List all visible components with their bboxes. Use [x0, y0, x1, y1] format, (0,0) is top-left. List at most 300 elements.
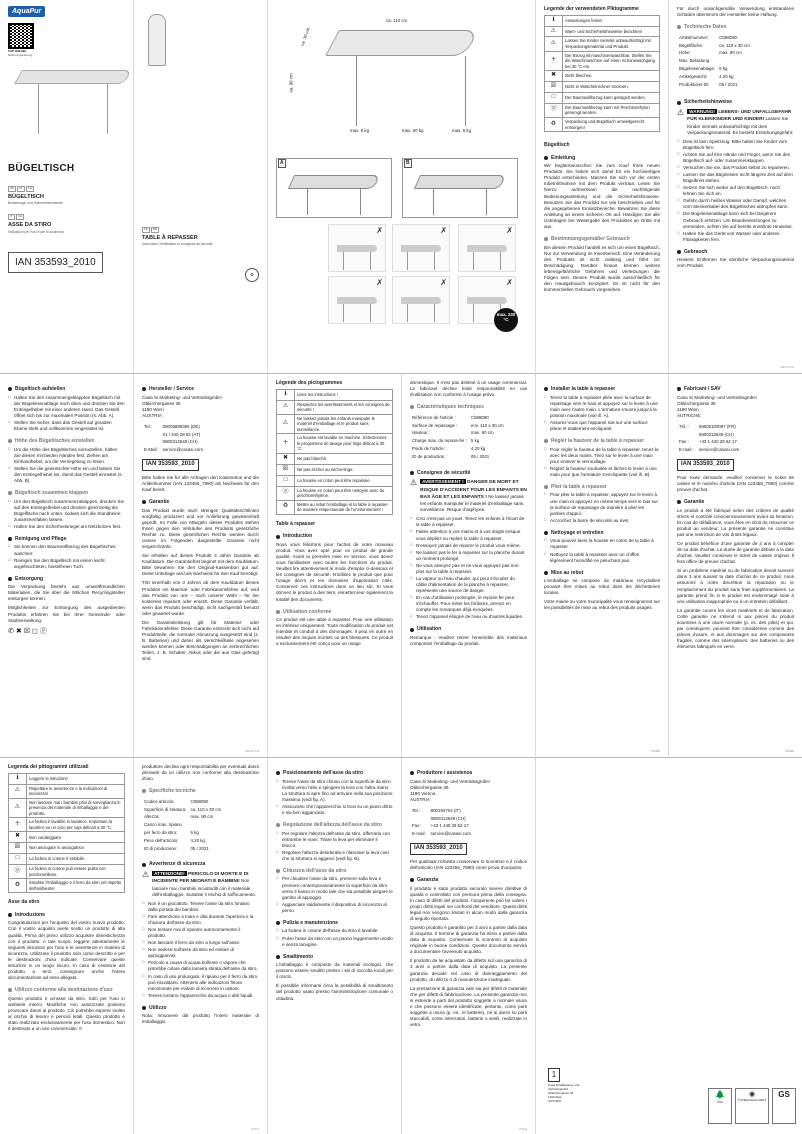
list-item: □ Halten Sie den Sicherheitsriegel am Netzbolzen fest. — [8, 524, 125, 530]
it-contact-panel — [402, 758, 536, 1134]
lang-tag: AT — [19, 185, 23, 190]
tech-key: Höhe: — [679, 50, 691, 56]
legend-row — [277, 453, 393, 464]
qr-subcaption: Bedienungsanleitung — [8, 54, 33, 58]
legend-text: Ne pas blanchir. — [295, 453, 393, 464]
tech-row — [144, 814, 223, 820]
disposal-text: Die Verpackung besteht aus umweltfreundlichen Materialien, die Sie über die örtlichen Recyclingstellen entsorgen können. — [8, 584, 125, 602]
lang-tag: FR — [144, 227, 148, 231]
legend-row — [277, 389, 393, 400]
tech-row — [679, 82, 752, 88]
liability-text: produttore declina ogni responsabilità per eventuali danni derivanti da un utilizzo non conforme alla destinazione d'uso. — [142, 764, 259, 782]
tech-key: per ferro da stiro: — [144, 830, 178, 836]
recycle-icon: ♻ — [245, 268, 259, 282]
fr-product-name: TABLE À REPASSER — [142, 234, 198, 241]
back-cover-panel — [536, 758, 802, 1134]
section-heading: Technische Daten — [677, 24, 794, 31]
warning-icon: ⚠ — [142, 870, 150, 880]
contact-value: 800194704 (IT) — [430, 807, 461, 813]
legend-text: La housse est lavable en machine. Sélectionnez le programme de lavage pour linge délicat à 30 °C. — [295, 434, 393, 454]
figure-label: A — [280, 160, 284, 166]
legend-icon: □ — [545, 92, 563, 103]
legend-row — [9, 818, 125, 832]
usage-text: Ce produit est une table à repasser. Pour une utilisation en intérieur uniquement. Toute modification du produit est interdite et conduit à des dommages. Il peut en outre en résulter des risques mortels ou des blessures. Ce produit a exclusivement été conçu pour un usage — [276, 617, 393, 647]
de-legend-panel — [536, 0, 669, 372]
section-title: Asse da stiro — [8, 899, 40, 906]
tech-key: ID de production : — [412, 453, 447, 459]
cover-panel-right — [134, 0, 268, 372]
contact-key: E-mail: — [412, 831, 426, 837]
tech-value: max. 90 cm — [190, 814, 214, 820]
address-line: AUSTRIA — [142, 412, 162, 418]
section-heading: Bügeltisch aufstellen — [8, 386, 125, 393]
disposal-text: È possibile informarsi circa la possibilità di smaltimento del prodotto usato presso l'amministrazione comunale o cittadina. — [276, 983, 393, 1001]
fr-lang-block — [142, 226, 259, 247]
tech-key: Hauteur : — [412, 430, 431, 436]
list-item: □ Gefahr durch heißes Wasser oder Dampf, welches vom Steckerkabel des Bügeltisches abtropfen kann. — [677, 198, 794, 210]
tech-key: Artikelgewicht: — [679, 73, 708, 79]
tech-key: Bügeleisenablage: — [679, 65, 716, 71]
warning-scene — [392, 224, 450, 272]
legend-row — [545, 26, 660, 37]
contact-key: Fax: — [412, 823, 421, 829]
liability-text: domestique. Il n'est pas destiné à un usage commercial. Le fabricant décline toute responsabilité en cas d'utilisation non conforme à l'usage prévu. — [410, 380, 527, 398]
list-item: □ Die Bügeleisenablage kann sich bei längerem Gebrauch erhitzen. Um Brandverletzungen zu vermeiden, achten Sie auf bereits erwähnte Hinweise. — [677, 211, 794, 229]
legend-text: La fodera è lavabile in lavatrice. Impostare la lavatrice su un ciclo per capi delicati a 30 °C. — [27, 818, 125, 832]
lang-tag: CH — [17, 214, 23, 219]
list-item: □ Stellen Sie sicher, dass das Gestell auf geraden Ebene steht und vollkommen eingerastet ist. — [8, 420, 125, 432]
warning-block: ⚠ AVERTISSEMENT ! DANGER DE MORT ET RISQUE D'ACCIDENT POUR LES ENFANTS EN BAS ÂGE ET LES ENFANTS ! Ne laissez jamais les enfants manipuler le matériel d'emballage sans surveillance. Risque d'asphyxie. — [410, 478, 527, 513]
warning-icon: ⚠ — [677, 108, 685, 117]
legend-title: Legenda dei pittogrammi utilizzati — [8, 764, 89, 770]
product-folded-image — [148, 14, 166, 66]
qr-caption: TOP ONLINE — [8, 49, 27, 54]
legend-text: Mettre au rebut l'emballage et la table à repasser de manière respectueuse de l'environnement ! — [295, 500, 393, 514]
list-item: □ Tenez l'appareil éloigné de l'eau ou d'autres liquides. — [410, 614, 527, 620]
gs-logo: GS — [772, 1088, 796, 1124]
section-heading: Regolazione dell'altezza dell'asse da stiro — [276, 822, 393, 829]
section-heading: Posizionamento dell'asse da stiro — [276, 770, 393, 777]
tech-value: C598090 — [719, 34, 737, 40]
warranty-text: Il prodotto è stato prodotto secondo severe direttive di qualità e controllato con premura prima della consegna. In caso di difetti del prodotto, l'acquirente può far valere i propri diritti legali nei confronti del venditore. Questi diritti legali non vengono limitati in alcun modo dalla garanzia di seguito riportata. — [410, 885, 527, 922]
legend-text: Lassen Sie Kinder niemals unbeaufsichtigt mit Verpackungsmaterial und Produkt. — [563, 37, 660, 51]
tech-value — [719, 58, 752, 64]
contact-value: +43 1 440 28 62 17 — [430, 823, 469, 829]
manufacturer-line: VertriebsgmbH — [548, 1087, 568, 1092]
legend-table — [276, 389, 393, 515]
receipt-text: Per qualsiasi richiesta conservare lo scontrino e il codice dell'articolo (IAN 123456_7890) come prova d'acquisto. — [410, 859, 527, 871]
legend-icon: ✖ — [9, 832, 27, 843]
it-product-sub: Indicazioni per l'uso e per la sicurezza — [8, 229, 64, 234]
legend-text: Non candeggiare. — [27, 832, 125, 843]
tech-value: 05 / 2021 — [190, 845, 209, 851]
tech-key: ID di produzione: — [144, 845, 178, 851]
ian-number: IAN 353593_2010 — [8, 252, 103, 273]
dimension-drawing — [276, 10, 527, 144]
tech-value: 4,20 kg — [719, 73, 734, 79]
legend-text: Ne laissez jamais les enfants manipuler le matériel d'emballage et le produit sans surveillance. — [295, 414, 393, 434]
legend-icon: ℹ — [545, 15, 563, 26]
tech-row — [679, 35, 752, 41]
warranty-text: Sie erhalten auf dieses Produkt 3 Jahre Garantie ab Kaufdatum. Die Garantiefrist beginnt mit dem Kaufdatum. Bitte bewahren Sie den Original-Kassenbon gut auf. Diese Unterlage wird als Nachweis für den Kauf benötigt. — [142, 553, 259, 577]
legend-row — [545, 117, 660, 131]
tuv-logo: ◉ TÜVRheinland CERT — [735, 1088, 769, 1124]
tech-row — [144, 807, 223, 813]
legend-text: La fodera in cotone può essere pulita con percloroetilene. — [27, 865, 125, 879]
list-item: □ Achten Sie auf Ihre Hände und Finger, wenn Sie den Bügeltisch auf- oder zusammenklappen. — [677, 152, 794, 164]
legend-icon: □ — [277, 475, 295, 486]
section-heading: Consignes de sécurité — [410, 470, 527, 477]
contact-value: 01 / 440 28 62 (AT) — [162, 431, 201, 437]
list-item: □ Nettoyez la table à repasser avec un chiffon légèrement humidifié ne peluchant pas. — [544, 552, 660, 564]
tech-value: env. 110 x 30 cm — [470, 422, 504, 428]
legend-text: Anweisungen lesen! — [563, 15, 660, 26]
page-footer: IT/CH — [519, 1127, 527, 1132]
tech-value: 05 / 2021 — [470, 453, 490, 459]
list-item: □ Assurez-vous que l'appareil soit sur une surface plane et totalement encliqueté. — [544, 420, 660, 432]
page-footer: FR/BE — [651, 749, 660, 754]
contact-value: service@casasi.com — [162, 447, 203, 453]
legend-icon: ⓟ — [277, 486, 295, 500]
it-lang-block — [8, 213, 125, 234]
fr-usage-panel — [536, 374, 669, 756]
section-heading: Bestimmungsgemäßer Gebrauch — [544, 236, 660, 243]
legend-table — [8, 773, 125, 894]
legend-row — [277, 486, 393, 500]
de-contact-panel — [134, 374, 268, 756]
list-item: □ Dies ist kein Spielzeug. Bitte halten Sie Kinder vom Bügeltisch fern. — [677, 139, 794, 151]
list-item: □ Pulire l'asse da stiro con un panno leggermente umido e senza lanugine. — [276, 936, 393, 948]
tech-key: Artikelnummer: — [679, 34, 709, 40]
legend-icon: ℹ — [9, 773, 27, 784]
cross-icon: ✗ — [376, 226, 383, 235]
lang-tag: IT — [10, 214, 13, 219]
page-footer: FR/BE — [785, 749, 794, 754]
product-image — [8, 58, 125, 156]
legend-row — [9, 865, 125, 879]
legend-text: Rispettare le avvertenze e le indicazioni di sicurezza! — [27, 784, 125, 798]
contact-key: Tél. : — [679, 423, 689, 429]
warranty-text: Si un problème matériel ou de fabrication devait survenir dans 3 ans suivant la date d'achat de ce produit, nous assurons à notre discrétion la réparation ou le remplacement du produit sans frais supplémentaires. La garantie prend fin si le produit est endommagé suite à une utilisation inappropriée ou à un entretien défaillant. — [677, 568, 794, 604]
address-line: Casa Si Marketing- und VertriebsgmbH — [410, 778, 490, 784]
section-heading: Produttore / assistenza — [410, 770, 527, 777]
section-title: Table à repasser — [276, 520, 316, 527]
tech-value: max. 90 cm — [470, 430, 494, 436]
disposal-text: Votre mairie ou votre municipalité vous renseigneront sur les possibilités de mise au rebut des produits usagés. — [544, 599, 660, 611]
section-heading: Hersteller / Service — [142, 386, 259, 393]
warranty-text: Il prodotto da lei acquistato da difetto sul una garanzia di 3 anni a partire dalla data di acquisto. La presente garanzia decade nel caso di danneggiamento del prodotto, di utilizzo o di manutenzione inadeguati. — [410, 958, 527, 982]
list-item: □ Versuchen Sie nie, das Produkt selbst zu reparieren. — [677, 165, 794, 171]
receipt-text: Bitte halten Sie für alle Anfragen den Kassenbon und die Artikelnummer (IAN 123456_7890) als Nachweis für den Kauf bereit. — [142, 475, 259, 493]
legend-row — [277, 434, 393, 454]
legend-icon: ☒ — [9, 843, 27, 854]
note-text: Hinweis: Entfernen Sie sämtliche Verpackungsmaterial vom Produkt. — [677, 257, 794, 269]
legend-row — [277, 414, 393, 434]
list-item: □ Regolare l'altezza desiderata e rilasciare la leva così che la struttura si agganci (vedi fig. B). — [276, 850, 393, 862]
ian-number: IAN 353593_2010 — [410, 843, 467, 855]
intro-text: Nous vous félicitons pour l'achat de votre nouveau produit. Vous avez opté pour un produit de grande qualité. Avant la première mise en service, vous devez vous familiariser avec toutes les fonctions du produit. Veuillez lire attentivement le mode d'emploi ci-dessous et les consignes de sécurité. N'utilisez le produit que pour l'usage décrit et les domaines d'application cités. Conservez ces instructions dans un lieu sûr. Si vous donnez le produit à des tiers, remettez-leur également la totalité des documents. — [276, 541, 393, 602]
legend-row — [545, 15, 660, 26]
contact-value: 08005100097 (FR) — [698, 423, 736, 429]
address-line: Casa Si Marketing- und VertriebsgmbH — [677, 394, 757, 400]
board-legs — [356, 56, 466, 126]
contact-key: E-mail : — [679, 447, 694, 453]
brand-logo: AquaPur — [8, 6, 45, 17]
note-text: Nota: rimuovere dal prodotto l'intero materiale di imballaggio. — [142, 1013, 259, 1025]
warranty-text: Tritt innerhalb von 3 Jahren ab dem Kaufdatum dieses Produkts ein Material- oder Fabrikationsfehler auf, wird das Produkt von uns – nach unserer Wahl – für Sie kostenlos repariert oder ersetzt. Diese Garantie verfällt, wenn das Produkt beschädigt, nicht sachgemäß benutzt oder gewartet wurde. — [142, 580, 259, 616]
page-footer: IT/CH — [251, 1127, 259, 1132]
it-tech-panel — [134, 758, 268, 1134]
list-item: □ Non lasciare il ferro da stiro a lungo sull'asse. — [142, 940, 259, 946]
fsc-logo: 🌲 FSC — [708, 1088, 732, 1124]
legend-icon: ✖ — [277, 453, 295, 464]
contact-key: Fax : — [679, 439, 689, 445]
tech-value: 5 kg — [719, 65, 728, 71]
fr-tech-panel — [402, 374, 536, 756]
legend-row — [9, 784, 125, 798]
contact-value: service@casasi.com — [698, 447, 740, 453]
warranty-text: Das Produkt wurde nach strengen Qualitätsrichtlinien sorgfältig produziert und vor Anlieferung gewissenhaft geprüft. Im Falle von Mängeln dieses Produkts stehen Ihnen gegen den Verkäufer des Produkts gesetzliche Rechte zu. Diese gesetzlichen Rechte werden durch unsere im Folgenden dargestellte Garantie nicht eingeschränkt. — [142, 507, 259, 550]
contact-value: 0800312649 (CH) — [430, 815, 466, 821]
contact-value: 0800312649 (CH) — [162, 439, 198, 445]
list-item: □ Assicurarsi che l'apparecchio si trovi su un piano dritto e sia ben agganciato. — [276, 804, 393, 816]
legend-icon: ⚠ — [9, 784, 27, 798]
legend-icon: ♱ — [545, 51, 563, 71]
list-item: □ Halten Sie das Gerät von Wasser oder anderen Flüssigkeiten fern. — [677, 231, 794, 243]
legend-icon: ⚠ — [277, 400, 295, 414]
contact-value: +43 1 440 28 62 17 — [698, 439, 737, 445]
list-item: □ Non è un giocattolo. Tenere l'asse da stiro lontano dalla portata dei bambini. — [142, 901, 259, 913]
tech-table — [142, 797, 225, 854]
list-item: □ Per regolare l'altezza dell'asse da stiro, afferrarla con entrambe le mani. Tirare la leva per eliminare il blocco. — [276, 831, 393, 849]
tech-key: Codice articolo: — [144, 798, 175, 804]
legend-text: Non asciugare in asciugatrice. — [27, 843, 125, 854]
page-cover-spread — [0, 0, 802, 372]
legend-text: Respectez les avertissements et les consignes de sécurité ! — [295, 400, 393, 414]
max-temp-badge: max. 230 °C — [494, 308, 518, 332]
list-item: □ Faites attention à vos mains et à vos doigts lorsque vous dépliez ou repliez la table à repasser. — [410, 529, 527, 541]
section-heading: Garantie — [142, 499, 259, 506]
legend-row — [277, 464, 393, 475]
tech-row — [144, 822, 223, 828]
legend-row — [277, 500, 393, 514]
tech-row — [144, 799, 223, 805]
address-line: AUTRICHE — [677, 412, 701, 418]
legend-text: Warn- und Sicherheitshinweise beachten! — [563, 26, 660, 37]
tech-row — [412, 446, 506, 452]
receipt-text: Pour toute demande, veuillez conserver le ticket de caisse et le numéro d'article (IAN 123456_7890) comme preuve d'achat. — [677, 475, 794, 493]
list-item: □ Accrochez la barre de sécurité au rivet. — [544, 518, 660, 524]
tech-value: 5 kg — [190, 830, 199, 836]
manufacturer-block — [548, 1068, 579, 1104]
contact-key: E-Mail: — [144, 447, 158, 453]
list-item: □ Ne laissez pas le fer à repasser sur la planche durant un moment prolongé. — [410, 550, 527, 562]
certification-logos — [708, 1088, 796, 1124]
list-item: □ Non sedersi sull'asse da stiro ed evitare di appoggiarvisi. — [142, 947, 259, 959]
fr-legend-panel — [268, 374, 402, 756]
figure-a — [276, 158, 392, 218]
list-item: □ Stellen Sie die gewünschte Höhe ein und lassen Sie den Entriegelhebel los, damit das Gestell einrastet (s. Abb. B). — [8, 466, 125, 484]
list-item: □ Tenere lontano l'apparecchio da acqua o altri liquidi. — [142, 993, 259, 999]
legend-table — [544, 15, 660, 132]
tech-row — [412, 423, 506, 429]
disposal-text: L'imballaggio è composto da materiali ecologici, che possono essere smaltiti presso i siti di raccolta locali per il riciclo. — [276, 962, 393, 980]
tech-row — [679, 74, 752, 80]
legend-text: La fodera in cotone è stirabile. — [27, 854, 125, 865]
address-line: 1190 Wien — [677, 406, 699, 412]
legend-row — [545, 82, 660, 93]
tech-row — [144, 846, 223, 852]
list-item: □ Pericolo a causa di acqua bollente o vapore che potrebbe colare dalla lamiera stirata dell'asse da stiro. — [142, 960, 259, 972]
legend-text: Verpackung und Bügeltisch umweltgerecht entsorgen! — [563, 117, 660, 131]
page-footer: DE/AT/CH — [780, 365, 794, 370]
tech-value: max. 90 cm — [719, 50, 742, 56]
it-usage-panel — [268, 758, 402, 1134]
legend-text: La housse en coton peut être repassée. — [295, 475, 393, 486]
warranty-text: La prestazione di garanzia vale sia per difetti di materiale che per difetti di fabbricazione. La presente garanzia non si estende a parti del prodotto soggette a normale usura e che possono essere identificate, pertanto, come parti soggette a usura (p. es., le batterie), né ai danni su parti staccabili, come interruttori, batterie o simili, realizzate in vetro. — [410, 985, 527, 1028]
de-product-sub: Bedienungs- und Sicherheitshinweise — [8, 201, 63, 206]
tech-value: ca. 110 x 30 cm — [190, 806, 222, 812]
tech-key: Surface de repassage : — [412, 422, 458, 428]
tech-key: Référence de l'article : — [412, 414, 456, 420]
list-item: □ Ne vous asseyez pas et ne vous appuyez pas non plus sur la table à repasser. — [410, 563, 527, 575]
fr-product-sub: Instructions d'utilisation et consignes de sécurité — [142, 242, 213, 247]
address-line: 1190 Vienna — [410, 790, 436, 796]
section-heading: Utilizzo — [142, 1005, 259, 1012]
cross-icon: ✗ — [376, 278, 383, 287]
manufacturer-line: 1190 Wien — [548, 1095, 563, 1100]
dim-length: ca. 110 cm — [386, 18, 408, 23]
cross-icon: ✗ — [506, 278, 513, 287]
tech-row — [679, 50, 752, 56]
tech-row — [144, 838, 223, 844]
legend-row — [545, 92, 660, 103]
legend-row — [9, 854, 125, 865]
ian-number: IAN 353593_2010 — [677, 459, 734, 471]
legend-icon: ℹ — [277, 389, 295, 400]
legend-icon: □ — [9, 854, 27, 865]
list-item: □ En cas d'utilisation prolongée, le repose-fer peut s'échauffer. Pour éviter les brûlures, prenez en compte les remarques déjà évoquées. — [410, 595, 527, 613]
list-item: □ Tenez la table à repasser pliée avec la surface de repassage vers le haut et appuyez sur le levier à une main avec l'autre main. L'armature s'ouvre jusqu'à la position maximale (voir ill. A). — [544, 395, 660, 419]
legend-row — [9, 798, 125, 818]
warranty-text: Questo prodotto è garantito per 3 anni a partire dalla data di acquisto. Il termine di garanzia ha inizio a partire dalla data di acquisto. Conservare lo scontrino di acquisto originale in buone condizioni. Questo documento servirà a documentare l'avvenuto acquisto. — [410, 925, 527, 955]
disposal-text: L'emballage se compose de matériaux recyclables pouvant être mises au rebut dans les déchetteries locales. — [544, 578, 660, 596]
legend-icon: ⚠ — [545, 26, 563, 37]
warning-scene — [392, 276, 450, 324]
contact-key — [412, 816, 429, 822]
section-heading: Nettoyage et entretien — [544, 530, 660, 537]
tech-value: C598090 — [190, 798, 209, 804]
legend-icon: ♻ — [277, 500, 295, 514]
section-heading: Régler la hauteur de la table à repasser — [544, 438, 660, 445]
legend-icon: ♱ — [277, 434, 295, 454]
list-item: □ La fodera in cotone dell'asse da stiro è lavabile: — [276, 928, 393, 934]
section-heading: Sicherheitshinweise — [677, 99, 794, 106]
legend-icon: ☒ — [545, 82, 563, 93]
section-heading: Pulizia e manutenzione — [276, 920, 393, 927]
legend-row — [277, 475, 393, 486]
warranty-text: Le produit a été fabriqué selon des critères de qualité stricts et contrôlé consciencieusement avant sa livraison. En cas de défaillance, vous êtes en droit de retourner ce produit au vendeur. La présente garantie ne constitue pas une restriction de vos droits légaux. — [677, 507, 794, 538]
tech-value: 05 / 2021 — [719, 81, 738, 87]
cross-icon: ✗ — [506, 226, 513, 235]
warning-block: ⚠ ATTENZIONE! PERICOLO DI MORTE E DI INCIDENTE PER NEONATI E BAMBINI! Non lasciare mai i bambini incustoditi con il materiale dell'imballaggio. Sussiste il rischio di soffocamento. — [142, 870, 257, 897]
legend-icon: ⚠ — [277, 414, 295, 434]
warning-scene — [458, 224, 516, 272]
dim-height: ca. 90 cm — [288, 73, 294, 93]
tech-table — [410, 413, 508, 462]
weight-label: max. 5 kg — [350, 128, 370, 133]
legend-text: Der Baumwollbezug kann mit Perchlorethylen gereinigt werden. — [563, 103, 660, 117]
it-legend-panel — [0, 758, 134, 1134]
de-lang-block — [8, 185, 125, 206]
manufacturer-line: Casa Si Marketing- und — [548, 1083, 580, 1088]
ian-number: IAN 353593_2010 — [142, 459, 199, 471]
legend-row — [277, 400, 393, 414]
page-spread-3 — [0, 758, 802, 1134]
page-footer: DE/AT/CH — [245, 749, 259, 754]
contact-value: 08005889385 (DE) — [162, 423, 200, 429]
list-item: □ Um die Höhe des Bügeltisches einzustellen, halten Sie diesen mit beiden Händen fest. Ziehen am Einhandhebel, um die Verriegelung zu lösen. — [8, 447, 125, 465]
section-heading: Gebrauch — [677, 249, 794, 256]
legend-row — [9, 843, 125, 854]
legend-icon: ♱ — [9, 818, 27, 832]
legend-text: Nicht in Wäschetrockner trocknen. — [563, 82, 660, 93]
tech-key: Peso dell'articolo: — [144, 837, 179, 843]
tech-value: ca. 110 x 30 cm — [719, 42, 750, 48]
manufacturer-line: AUSTRIA — [548, 1099, 562, 1104]
warning-scene — [328, 224, 386, 272]
legend-text: Nicht bleichen. — [563, 71, 660, 82]
de-usage-panel — [0, 374, 134, 756]
list-item: □ In caso di uso prolungato, il ripiano per il ferro da stiro può riscaldarsi. Attenersi alle indicazioni finora menzionate per evitare di incorrere in ustioni. — [142, 974, 259, 992]
contact-key — [144, 432, 161, 438]
warranty-text: Ce produit bénéficie d'une garantie de 3 ans à compter de sa date d'achat. La durée de garantie débute à la date d'achat. Veuillez conserver le ticket de caisse original. Il fera office de preuve d'achat. — [677, 541, 794, 565]
tech-value: 5 kg — [470, 438, 480, 444]
figure-b — [402, 158, 518, 218]
list-item: □ Pour plier la table à repasser, appuyez sur le levier à une main et appuyez en même temps vers le bas sur la surface de repassage de manière à plier les jambes d'appui. — [544, 492, 660, 516]
weight-label: max. 20 kg — [402, 128, 424, 133]
list-item: □ Per chiudere l'asse da stiro, premere sulla leva e premere contemporaneamente la superficie da stiro verso il basso in modo tale che sia possibile piegare le gambe di appoggio. — [276, 876, 393, 900]
legend-icon: ☒ — [277, 464, 295, 475]
list-item: □ Reinigen Sie den Bügeltisch mit einem leicht angefeuchteten, fusselfreien Tuch. — [8, 558, 125, 570]
drawings-panel — [268, 0, 536, 372]
tech-value: 4,20 kg — [190, 837, 205, 843]
warning-block: ⚠ WARNUNG! LEBENS- UND UNFALLGEFAHR FÜR KLEINKINDER UND KINDER! Lassen Sie Kinder niemals unbeaufsichtigt mit dem Verpackungsmaterial. Es besteht Erstickungsgefahr. — [677, 108, 794, 135]
tech-key: Produktions-ID: — [679, 81, 710, 87]
list-item: □ Tenere l'asse da stiro chiusa con la superficie da stiro rivolta verso l'alto e spingere la leva con l'altra mano. La struttura si apre fino ad arrivare nella sua posizione massima (vedi fig. A). — [276, 779, 393, 803]
intro-text: Congratulazioni per l'acquisto del vostro nuovo prodotto. Con il vostro acquisto avete scelto un prodotto di alta qualità. Prima del primo utilizzo acquisire dimestichezza con il prodotto. A tale scopo, leggere attentamente le seguenti istruzioni per l'uso e le avvertenze in materia di sicurezza. Utilizzare il prodotto solo come descritto e per le destinazioni d'uso indicate. Conservare queste istruzioni in un luogo sicuro. In caso di cessione del prodotto a terzi, consegnare anche l'intera documentazione ad esso allegata. — [8, 920, 125, 980]
list-item: □ Halten Sie den zusammengeklappten Bügeltisch mit der Bügeleisenablage nach oben und drücken Sie den Entriegelhebel mit einer anderen Hand. Das Gestell öffnet sich bis zur maximalen Position (s. Abb. A). — [8, 395, 125, 419]
section-heading: Avvertenze di sicurezza — [142, 861, 259, 868]
legend-title: Legende der verwendeten Piktogramme — [544, 6, 639, 12]
section-heading: Introduction — [276, 533, 393, 540]
tech-key: Carico max. ripiano — [144, 822, 182, 828]
tech-row — [679, 58, 752, 64]
legend-row — [9, 773, 125, 784]
section-heading: Fabricant / SAV — [677, 386, 794, 393]
usage-text: Bei diesem Produkt handelt es sich um einen Bügeltisch. Nur zur Verwendung im Innenbereich. Eine Veränderung des Produkts ist nicht zulässig und führt zur Beschädigung. Darüber hinaus können weitere lebensgefährliche Gefahren und Verletzungen die Folgen sein. Dieses Produkt wurde ausschließlich für den Hausgebrauch konzipiert. Es ist nicht für den kommerziellen Gebrauch vorgesehen. — [544, 244, 660, 292]
address-line: AUSTRIA — [410, 796, 430, 802]
list-item: □ Lassen Sie das Bügeleisen nicht längere Zeit auf dem Bügelbrett stehen. — [677, 172, 794, 184]
it-product-name: ASSE DA STIRO — [8, 222, 52, 229]
tech-row — [412, 454, 506, 460]
legend-text: Der Bezug ist maschinenwaschbar. Stellen Sie die Waschmaschine auf einen Schonwaschgang bei 30 °C ein. — [563, 51, 660, 71]
legend-icon: ♻ — [545, 117, 563, 131]
lang-tag: DE — [10, 185, 15, 190]
section-heading: Utilizzo conforme alla destinazione d'uso — [8, 987, 125, 994]
disposal-text: Möglichkeiten zur Entsorgung des ausgedienten Produkts erfahren Sie bei Ihrer Gemeinde- oder Stadtverwaltung. — [8, 605, 125, 623]
legend-row — [9, 879, 125, 893]
